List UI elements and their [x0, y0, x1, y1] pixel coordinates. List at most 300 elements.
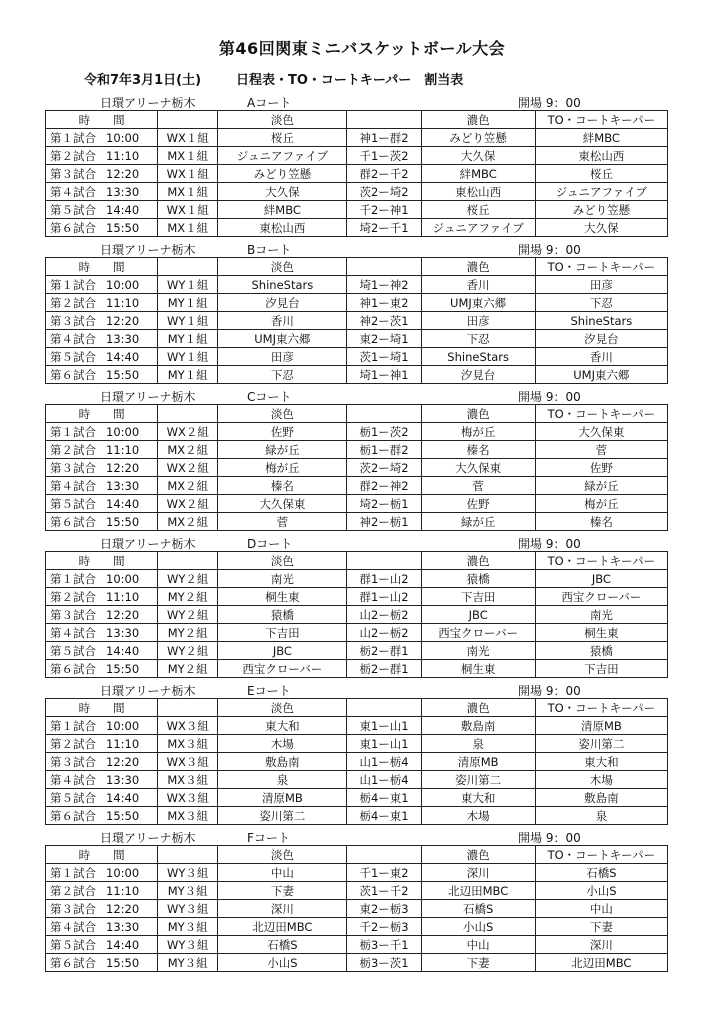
table-row	[46, 936, 668, 954]
dark-team-cell: 桜丘	[421, 201, 535, 219]
match-time: 14:40	[106, 937, 140, 952]
match-number: 第３試合	[50, 754, 96, 769]
pairing-cell: 栃3ー茨1	[347, 954, 421, 972]
group-cell: MX２組	[158, 513, 218, 531]
pairing-cell: 埼2ー千1	[347, 219, 421, 237]
pairing-cell: 栃1ー群2	[347, 441, 421, 459]
to-keeper-cell: 緑が丘	[535, 477, 667, 495]
group-cell: MX３組	[158, 735, 218, 753]
group-cell: WY１組	[158, 276, 218, 294]
opening-time: 開場 9：00	[518, 684, 581, 698]
to-keeper-cell: JBC	[535, 570, 667, 588]
group-cell: WX１組	[158, 165, 218, 183]
group-cell: WY２組	[158, 570, 218, 588]
table-row	[46, 717, 668, 735]
dark-team-cell: JBC	[421, 606, 535, 624]
pairing-cell: 栃2ー群1	[347, 660, 421, 678]
match-number: 第１試合	[50, 571, 96, 586]
venue-name: 日環アリーナ栃木	[100, 831, 196, 845]
header-group	[158, 111, 218, 129]
pairing-cell: 栃1ー茨2	[347, 423, 421, 441]
to-keeper-cell: 清原MB	[535, 717, 667, 735]
group-cell: MX２組	[158, 441, 218, 459]
match-time: 12:20	[106, 607, 140, 622]
match-time-cell	[46, 735, 158, 753]
pairing-cell: 茨1ー千2	[347, 882, 421, 900]
match-time-cell	[46, 570, 158, 588]
group-cell: WY２組	[158, 606, 218, 624]
match-time-cell	[46, 441, 158, 459]
match-time-cell	[46, 936, 158, 954]
dark-team-cell: みどり笠懸	[421, 129, 535, 147]
to-keeper-cell: みどり笠懸	[535, 201, 667, 219]
dark-team-cell: 小山S	[421, 918, 535, 936]
schedule-table	[45, 698, 668, 825]
group-cell: WX１組	[158, 201, 218, 219]
to-keeper-cell: 敷島南	[535, 789, 667, 807]
table-row	[46, 129, 668, 147]
light-team-cell: 東大和	[218, 717, 347, 735]
dark-team-cell: ジュニアファイブ	[421, 219, 535, 237]
match-number: 第４試合	[50, 331, 96, 346]
match-time-cell	[46, 348, 158, 366]
pairing-cell: 千1ー茨2	[347, 147, 421, 165]
dark-team-cell: 下吉田	[421, 588, 535, 606]
light-team-cell: 敷島南	[218, 753, 347, 771]
match-time-cell	[46, 771, 158, 789]
dark-team-cell: 清原MB	[421, 753, 535, 771]
match-number: 第１試合	[50, 718, 96, 733]
match-number: 第５試合	[50, 937, 96, 952]
court-header	[45, 239, 668, 257]
court-block	[45, 386, 668, 531]
table-row	[46, 864, 668, 882]
match-time-cell	[46, 330, 158, 348]
match-time: 11:10	[106, 442, 140, 457]
match-time-cell	[46, 807, 158, 825]
match-time: 12:20	[106, 901, 140, 916]
light-team-cell: 深川	[218, 900, 347, 918]
to-keeper-cell: 木場	[535, 771, 667, 789]
pairing-cell: 東1ー山1	[347, 735, 421, 753]
header-time: 時 間	[46, 699, 158, 717]
match-time-cell	[46, 147, 158, 165]
table-row	[46, 882, 668, 900]
header-time: 時 間	[46, 552, 158, 570]
pairing-cell: 千2ー神1	[347, 201, 421, 219]
group-cell: MX１組	[158, 219, 218, 237]
light-team-cell: 石橋S	[218, 936, 347, 954]
group-cell: MX３組	[158, 807, 218, 825]
match-number: 第３試合	[50, 607, 96, 622]
header-to: TO・コートキーパー	[535, 258, 667, 276]
match-number: 第２試合	[50, 442, 96, 457]
match-time: 15:50	[106, 367, 140, 382]
table-row	[46, 606, 668, 624]
match-number: 第２試合	[50, 589, 96, 604]
match-time: 13:30	[106, 478, 140, 493]
header-light: 淡色	[218, 552, 347, 570]
header-light: 淡色	[218, 258, 347, 276]
group-cell: MX１組	[158, 147, 218, 165]
dark-team-cell: 猿橋	[421, 570, 535, 588]
to-keeper-cell: 猿橋	[535, 642, 667, 660]
table-row	[46, 570, 668, 588]
match-number: 第２試合	[50, 148, 96, 163]
dark-team-cell: 姿川第二	[421, 771, 535, 789]
pairing-cell: 千1ー東2	[347, 864, 421, 882]
match-time-cell	[46, 495, 158, 513]
court-name: Dコート	[247, 537, 293, 551]
court-header	[45, 386, 668, 404]
opening-time: 開場 9：00	[518, 243, 581, 257]
dark-team-cell: 佐野	[421, 495, 535, 513]
match-number: 第６試合	[50, 367, 96, 382]
light-team-cell: 木場	[218, 735, 347, 753]
light-team-cell: 梅が丘	[218, 459, 347, 477]
opening-time: 開場 9：00	[518, 390, 581, 404]
court-block	[45, 680, 668, 825]
match-number: 第６試合	[50, 661, 96, 676]
table-row	[46, 441, 668, 459]
header-to: TO・コートキーパー	[535, 846, 667, 864]
pairing-cell: 埼1ー神1	[347, 366, 421, 384]
to-keeper-cell: ShineStars	[535, 312, 667, 330]
to-keeper-cell: 東松山西	[535, 147, 667, 165]
opening-time: 開場 9：00	[518, 96, 581, 110]
light-team-cell: みどり笠懸	[218, 165, 347, 183]
match-time-cell	[46, 864, 158, 882]
match-number: 第５試合	[50, 349, 96, 364]
match-time-cell	[46, 642, 158, 660]
match-time-cell	[46, 954, 158, 972]
match-time-cell	[46, 882, 158, 900]
light-team-cell: 菅	[218, 513, 347, 531]
court-header	[45, 533, 668, 551]
pairing-cell: 山2ー栃2	[347, 624, 421, 642]
light-team-cell: 下妻	[218, 882, 347, 900]
match-number: 第４試合	[50, 184, 96, 199]
match-time: 13:30	[106, 772, 140, 787]
match-number: 第５試合	[50, 643, 96, 658]
match-time: 12:20	[106, 754, 140, 769]
to-keeper-cell: 小山S	[535, 882, 667, 900]
match-number: 第４試合	[50, 478, 96, 493]
to-keeper-cell: 菅	[535, 441, 667, 459]
to-keeper-cell: 田彦	[535, 276, 667, 294]
subheading	[0, 69, 724, 89]
pairing-cell: 千2ー栃3	[347, 918, 421, 936]
group-cell: MY２組	[158, 624, 218, 642]
table-row	[46, 735, 668, 753]
to-keeper-cell: ジュニアファイブ	[535, 183, 667, 201]
match-time-cell	[46, 900, 158, 918]
group-cell: MX２組	[158, 477, 218, 495]
header-pair	[347, 258, 421, 276]
light-team-cell: 緑が丘	[218, 441, 347, 459]
dark-team-cell: 木場	[421, 807, 535, 825]
table-row	[46, 294, 668, 312]
to-keeper-cell: 大久保	[535, 219, 667, 237]
light-team-cell: 下吉田	[218, 624, 347, 642]
light-team-cell: ShineStars	[218, 276, 347, 294]
match-number: 第４試合	[50, 625, 96, 640]
dark-team-cell: 東松山西	[421, 183, 535, 201]
match-time-cell	[46, 477, 158, 495]
group-cell: WY３組	[158, 900, 218, 918]
pairing-cell: 群2ー千2	[347, 165, 421, 183]
table-row	[46, 807, 668, 825]
match-time-cell	[46, 312, 158, 330]
match-time-cell	[46, 459, 158, 477]
court-name: Bコート	[247, 243, 292, 257]
opening-time: 開場 9：00	[518, 831, 581, 845]
court-name: Fコート	[247, 831, 290, 845]
table-row	[46, 147, 668, 165]
group-cell: WY３組	[158, 936, 218, 954]
group-cell: MY３組	[158, 882, 218, 900]
light-team-cell: JBC	[218, 642, 347, 660]
table-row	[46, 312, 668, 330]
table-row	[46, 624, 668, 642]
pairing-cell: 東2ー栃3	[347, 900, 421, 918]
match-time-cell	[46, 753, 158, 771]
header-to: TO・コートキーパー	[535, 699, 667, 717]
header-group	[158, 846, 218, 864]
document-title: 第46回関東ミニバスケットボール大会	[218, 39, 506, 58]
match-time: 14:40	[106, 496, 140, 511]
group-cell: WY１組	[158, 312, 218, 330]
event-date: 令和7年3月1日(土)	[84, 73, 202, 88]
dark-team-cell: 桐生東	[421, 660, 535, 678]
dark-team-cell: 深川	[421, 864, 535, 882]
match-time: 11:10	[106, 148, 140, 163]
header-pair	[347, 699, 421, 717]
table-row	[46, 660, 668, 678]
match-time-cell	[46, 513, 158, 531]
header-dark: 濃色	[421, 111, 535, 129]
dark-team-cell: 絆MBC	[421, 165, 535, 183]
match-time: 10:00	[106, 424, 140, 439]
table-row	[46, 477, 668, 495]
group-cell: WX３組	[158, 717, 218, 735]
light-team-cell: 榛名	[218, 477, 347, 495]
court-header	[45, 680, 668, 698]
group-cell: MY１組	[158, 294, 218, 312]
match-number: 第５試合	[50, 790, 96, 805]
table-header-row	[46, 405, 668, 423]
header-time: 時 間	[46, 258, 158, 276]
table-row	[46, 513, 668, 531]
light-team-cell: 東松山西	[218, 219, 347, 237]
pairing-cell: 神1ー群2	[347, 129, 421, 147]
match-time: 13:30	[106, 625, 140, 640]
match-number: 第３試合	[50, 901, 96, 916]
group-cell: MY１組	[158, 330, 218, 348]
dark-team-cell: 北辺田MBC	[421, 882, 535, 900]
match-number: 第４試合	[50, 919, 96, 934]
document-subtitle: 日程表・TO・コートキーパー 割当表	[236, 73, 464, 88]
dark-team-cell: 中山	[421, 936, 535, 954]
dark-team-cell: 汐見台	[421, 366, 535, 384]
court-block	[45, 827, 668, 972]
pairing-cell: 山2ー栃2	[347, 606, 421, 624]
match-time: 13:30	[106, 331, 140, 346]
dark-team-cell: 香川	[421, 276, 535, 294]
pairing-cell: 神2ー茨1	[347, 312, 421, 330]
match-number: 第５試合	[50, 202, 96, 217]
table-row	[46, 276, 668, 294]
light-team-cell: 南光	[218, 570, 347, 588]
group-cell: MX１組	[158, 183, 218, 201]
light-team-cell: 下忍	[218, 366, 347, 384]
court-name: Aコート	[247, 96, 292, 110]
header-group	[158, 552, 218, 570]
match-number: 第４試合	[50, 772, 96, 787]
match-time: 11:10	[106, 589, 140, 604]
header-pair	[347, 405, 421, 423]
pairing-cell: 栃3ー千1	[347, 936, 421, 954]
group-cell: WX１組	[158, 129, 218, 147]
venue-name: 日環アリーナ栃木	[100, 537, 196, 551]
table-header-row	[46, 258, 668, 276]
court-header	[45, 827, 668, 845]
pairing-cell: 東1ー山1	[347, 717, 421, 735]
match-time: 14:40	[106, 643, 140, 658]
header-pair	[347, 552, 421, 570]
dark-team-cell: UMJ東六郷	[421, 294, 535, 312]
match-time: 11:10	[106, 295, 140, 310]
match-time: 15:50	[106, 955, 140, 970]
match-time: 10:00	[106, 277, 140, 292]
schedule-table	[45, 110, 668, 237]
court-header	[45, 92, 668, 110]
match-time-cell	[46, 183, 158, 201]
match-time: 14:40	[106, 202, 140, 217]
match-number: 第５試合	[50, 496, 96, 511]
table-header-row	[46, 111, 668, 129]
light-team-cell: 汐見台	[218, 294, 347, 312]
pairing-cell: 山1ー栃4	[347, 753, 421, 771]
match-time: 13:30	[106, 919, 140, 934]
header-light: 淡色	[218, 846, 347, 864]
match-time: 15:50	[106, 514, 140, 529]
header-pair	[347, 111, 421, 129]
to-keeper-cell: 汐見台	[535, 330, 667, 348]
to-keeper-cell: 大久保東	[535, 423, 667, 441]
to-keeper-cell: 下妻	[535, 918, 667, 936]
pairing-cell: 群1ー山2	[347, 570, 421, 588]
match-time-cell	[46, 606, 158, 624]
table-header-row	[46, 552, 668, 570]
table-row	[46, 753, 668, 771]
match-time-cell	[46, 129, 158, 147]
light-team-cell: 北辺田MBC	[218, 918, 347, 936]
match-time: 15:50	[106, 808, 140, 823]
header-group	[158, 258, 218, 276]
match-time-cell	[46, 219, 158, 237]
group-cell: MY２組	[158, 660, 218, 678]
match-time: 14:40	[106, 790, 140, 805]
group-cell: MY２組	[158, 588, 218, 606]
table-row	[46, 789, 668, 807]
header-time: 時 間	[46, 111, 158, 129]
header-group	[158, 699, 218, 717]
header-dark: 濃色	[421, 699, 535, 717]
court-block	[45, 533, 668, 678]
light-team-cell: 大久保東	[218, 495, 347, 513]
pairing-cell: 群1ー山2	[347, 588, 421, 606]
court-name: Cコート	[247, 390, 292, 404]
table-row	[46, 219, 668, 237]
to-keeper-cell: 中山	[535, 900, 667, 918]
to-keeper-cell: 香川	[535, 348, 667, 366]
light-team-cell: 姿川第二	[218, 807, 347, 825]
dark-team-cell: 西宝クローバー	[421, 624, 535, 642]
table-row	[46, 183, 668, 201]
match-time: 11:10	[106, 883, 140, 898]
group-cell: WX２組	[158, 459, 218, 477]
dark-team-cell: 田彦	[421, 312, 535, 330]
light-team-cell: 清原MB	[218, 789, 347, 807]
group-cell: MY１組	[158, 366, 218, 384]
match-number: 第２試合	[50, 295, 96, 310]
match-number: 第１試合	[50, 424, 96, 439]
venue-name: 日環アリーナ栃木	[100, 243, 196, 257]
light-team-cell: 西宝クローバー	[218, 660, 347, 678]
to-keeper-cell: 西宝クローバー	[535, 588, 667, 606]
match-time: 10:00	[106, 571, 140, 586]
pairing-cell: 東2ー埼1	[347, 330, 421, 348]
to-keeper-cell: 泉	[535, 807, 667, 825]
header-dark: 濃色	[421, 846, 535, 864]
pairing-cell: 埼1ー神2	[347, 276, 421, 294]
dark-team-cell: 菅	[421, 477, 535, 495]
match-time-cell	[46, 624, 158, 642]
dark-team-cell: 南光	[421, 642, 535, 660]
table-row	[46, 459, 668, 477]
match-number: 第６試合	[50, 220, 96, 235]
group-cell: MY３組	[158, 954, 218, 972]
match-number: 第３試合	[50, 460, 96, 475]
match-time-cell	[46, 660, 158, 678]
dark-team-cell: 石橋S	[421, 900, 535, 918]
to-keeper-cell: 下吉田	[535, 660, 667, 678]
match-time-cell	[46, 423, 158, 441]
group-cell: WX２組	[158, 423, 218, 441]
to-keeper-cell: 絆MBC	[535, 129, 667, 147]
match-time: 11:10	[106, 736, 140, 751]
to-keeper-cell: 姿川第二	[535, 735, 667, 753]
court-block	[45, 239, 668, 384]
group-cell: WY２組	[158, 642, 218, 660]
to-keeper-cell: 桜丘	[535, 165, 667, 183]
match-time-cell	[46, 276, 158, 294]
group-cell: WX３組	[158, 753, 218, 771]
dark-team-cell: 泉	[421, 735, 535, 753]
match-time: 14:40	[106, 349, 140, 364]
light-team-cell: 香川	[218, 312, 347, 330]
match-number: 第１試合	[50, 865, 96, 880]
match-number: 第６試合	[50, 514, 96, 529]
venue-name: 日環アリーナ栃木	[100, 96, 196, 110]
to-keeper-cell: 榛名	[535, 513, 667, 531]
court-block	[45, 92, 668, 237]
match-number: 第２試合	[50, 883, 96, 898]
table-row	[46, 366, 668, 384]
match-time-cell	[46, 588, 158, 606]
light-team-cell: 絆MBC	[218, 201, 347, 219]
